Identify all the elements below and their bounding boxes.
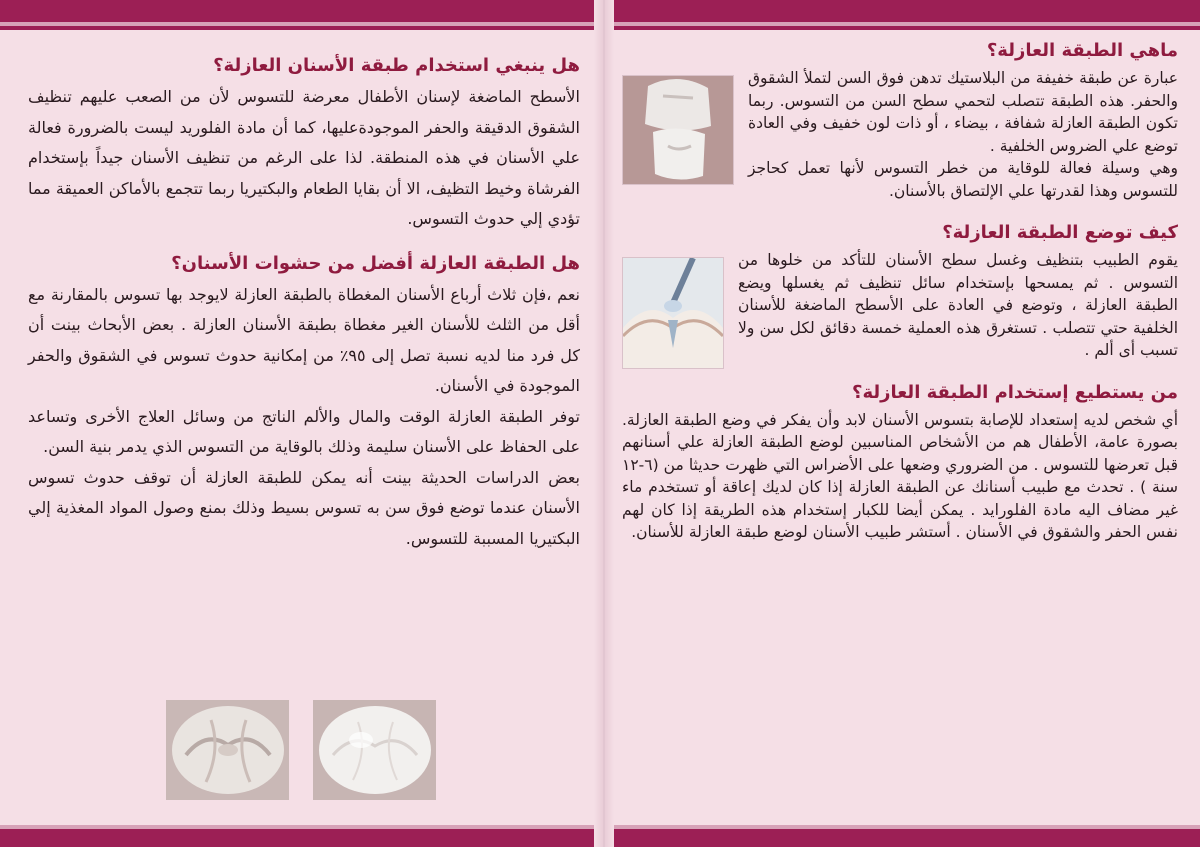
section-paragraph: عبارة عن طبقة خفيفة من البلاستيك تدهن فوق السن لتملأ الشقوق والحفر. هذه الطبقة تتصلب لتحمي سطح السن من التسوس. ربما تكون الطبقة العازلة شفافة ، بيضاء ، أو ذات لون خفيف وفي العادة توضع علي الضروس الخلفية . [748,69,1178,155]
section-who-can-use [622,382,1178,544]
section-should-use-sealant [28,55,580,235]
section-paragraph: نعم ،فإن ثلاث أرباع الأسنان المغطاة بالطبقة العازلة لايوجد بها تسوس بالمقارنة مع أقل من الثلث للأسنان الغير مغطاة بطبقة الأسنان العازلة . بعض الأبحاث بينت أن كل فرد منا لديه نسبة تصل إلى ٩٥٪ من إمكانية حدوث تسوس في الشقوق والحفر الموجودة في الأسنان. [28,284,580,395]
section-heading: هل ينبغي استخدام طبقة الأسنان العازلة؟ [213,55,580,76]
section-heading: هل الطبقة العازلة أفضل من حشوات الأسنان؟ [171,252,580,274]
section-what-is-sealant [622,40,1178,202]
section-sealant-vs-fillings [28,253,580,555]
left-panel [28,55,580,572]
section-paragraph: بعض الدراسات الحديثة بينت أنه يمكن للطبقة العازلة أن توقف حدوث تسوس الأسنان عندما توضع فوق سن به تسوس بسيط وذلك بمنع وصول المواد المغذية إلي البكتيريا المسببة للتسوس. [28,467,580,548]
sealed-molar-photo [622,75,734,185]
right-panel [622,40,1178,564]
center-fold [594,0,614,847]
section-paragraph: توفر الطبقة العازلة الوقت والمال والألم الناتج من وسائل العلاج الأخرى وتساعد على الحفاظ على الأسنان سليمة وذلك بالوقاية من التسوس الذي يدمر بنية السن. [28,406,580,456]
section-heading: كيف توضع الطبقة العازلة؟ [942,222,1178,243]
section-heading: ماهي الطبقة العازلة؟ [986,40,1178,61]
section-heading: من يستطيع إستخدام الطبقة العازلة؟ [852,381,1178,403]
section-paragraph: يقوم الطبيب بتنظيف وغسل سطح الأسنان للتأكد من خلوها من التسوس . ثم يمسحها بإستخدام سائل تنظيف ثم يغسلها ويضع الطبقة العازلة ، وتوضع في العادة على الأسطح الماضغة للأسنان الخلفية حتي تتصلب . تستغرق هذه العملية خمسة دقائق لكل سن ولا تسبب أى ألم . [738,251,1178,359]
section-paragraph: أي شخص لديه إستعداد للإصابة بتسوس الأسنان لابد وأن يفكر في وضع الطبقة العازلة. بصورة عامة، الأطفال هم من الأشخاص المناسبين لوضع الطبقة العازلة علي أسنانهم قبل تعرضها للتسوس . من الضروري وضعها على الأضراس التي ظهرت حديثا من (٦-١٢ سنة ) . تحدث مع طبيب أسنانك عن الطبقة العازلة إذا كان لديك إعاقة أو تستخدم ماء غير مضاف اليه مادة الفلورايد . يمكن أيضا للكبار إستخدام هذه الطريقة إذا كان لهم نفس الحفر والشقوق في الأسنان . أستشر طبيب الأسنان لوضع طبقة العازلة للأسنان. [622,410,1178,541]
molar-after-photo [313,700,436,800]
section-paragraph: الأسطح الماضغة لإسنان الأطفال معرضة للتسوس لأن من الصعب عليهم تنظيف الشقوق الدقيقة والحفر الموجودةعليها، كما أن مادة الفلوريد ليست بالضرورة فعالة علي الأسنان في هذه المنطقة. لذا على الرغم من تنظيف الأسنان جيداً بإستخدام الفرشاة وخيط التظيف، الا أن بقايا الطعام والبكتيريا ربما تتجمع بالأماكن العميقة مما تؤدي إلي حدوث التسوس. [28,87,580,228]
molar-before-photo [166,700,289,800]
sealant-application-illustration [622,257,724,369]
bottom-tooth-photos [166,700,436,800]
section-paragraph: وهي وسيلة فعالة للوقاية من خطر التسوس لأنها تعمل كحاجز للتسوس وهذا لقدرتها علي الإلتصاق بالأسنان. [748,159,1178,200]
section-how-applied [622,222,1178,362]
